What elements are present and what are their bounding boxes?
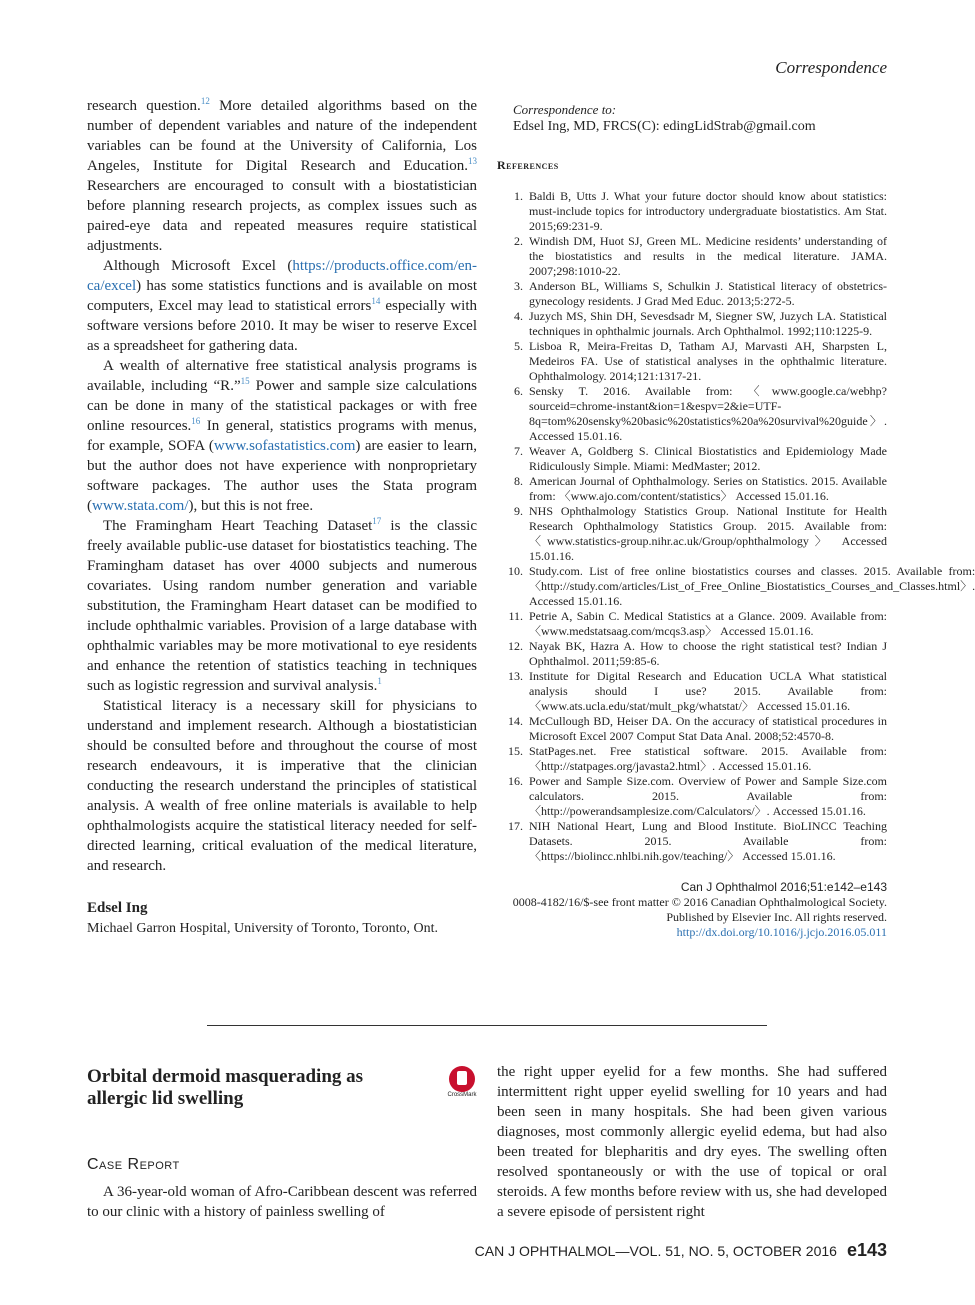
reference-number: 17. [508, 819, 523, 833]
page-footer [475, 1240, 887, 1261]
reference-number: 9. [514, 504, 523, 518]
sofa-link[interactable]: www.sofastatistics.com [213, 438, 356, 454]
reference-number: 6. [514, 384, 523, 398]
reference-text: Baldi B, Utts J. What your future doctor should know about statistics: must-include topics for introductory undergraduate biostatistics. Am Stat. 2015;69:231-9. [529, 189, 887, 233]
reference-text: McCullough BD, Heiser DA. On the accuracy of statistical procedures in Microsoft Excel 2007 Comput Stat Data Anal. 2008;52:4570-8. [529, 714, 887, 743]
case-report-heading: Case Report [87, 1156, 180, 1173]
reference-number: 14. [508, 714, 523, 728]
journal-citation: Can J Ophthalmol 2016;51:e142–e143 [680, 880, 887, 894]
citation-sup[interactable]: 17 [372, 516, 382, 526]
reference-item [497, 234, 887, 279]
reference-item [497, 639, 887, 669]
reference-number: 1. [514, 189, 523, 203]
reference-item [497, 819, 887, 864]
reference-text: NHS Ophthalmology Statistics Group. National Institute for Health Research Ophthalmology Statistics Group. 2015. Available from: 〈www.statistics-group.nihr.ac.uk/Group/ophthalmology〉 Accessed 15.01.16. [529, 504, 887, 563]
reference-number: 8. [514, 474, 523, 488]
article-title: Orbital dermoid masquerading as allergic lid swelling [87, 1066, 364, 1109]
reference-text: Lisboa R, Meira-Freitas D, Tatham AJ, Marvasti AH, Sharpsten L, Medeiros FA. Use of statistical analyses in the ophthalmic literature. Ophthalmology. 2014;121:1317-21. [529, 339, 887, 383]
publisher-line: Published by Elsevier Inc. All rights reserved. [666, 910, 887, 924]
citation-sup[interactable]: 15 [240, 376, 250, 386]
author-affiliation: Michael Garron Hospital, University of Toronto, Toronto, Ont. [87, 921, 438, 936]
reference-item [497, 189, 887, 234]
reference-text: American Journal of Ophthalmology. Series on Statistics. 2015. Available from: 〈www.ajo.com/content/statistics〉 Accessed 15.01.16. [529, 474, 887, 503]
reference-item [497, 564, 975, 609]
reference-text: Juzych MS, Shin DH, Sevesdsadr M, Siegner SW, Juzych LA. Statistical techniques in ophthalmic journals. Arch Ophthalmol. 1992;110:1225-9. [529, 309, 887, 338]
case-report-text-right: the right upper eyelid for a few months. She had suffered intermittent right upper eyelid swelling for 10 years and had been seen in many hospitals. She had been given various diagnoses, most commonly allergic eyelid edema, but had also been treated for blepharitis and dry eyes. The swelling often resolved spontaneously or with the use of topical or oral steroids. A few months before review with us, she had developed a severe episode of persistent right [497, 1064, 887, 1220]
paragraph: Although Microsoft Excel (https://products.office.com/en-ca/excel) has some statistics functions and is available on most computers, Excel may lead to statistical errors$^{14}$ especially with software versions before 2010. It may be wiser to reserve Excel as a spreadsheet for gathering data. [87, 258, 477, 354]
reference-item [497, 504, 887, 564]
section-tag: Correspondence [775, 58, 887, 77]
citation-sup[interactable]: 16 [191, 416, 201, 426]
citation-sup[interactable]: 14 [371, 296, 381, 306]
reference-number: 5. [514, 339, 523, 353]
references-list [497, 189, 975, 864]
citation-sup[interactable]: 1 [377, 676, 382, 686]
citation-block [497, 880, 887, 940]
doi-link[interactable]: http://dx.doi.org/10.1016/j.jcjo.2016.05.011 [676, 925, 887, 939]
reference-item [497, 744, 887, 774]
author-block [87, 898, 477, 938]
reference-number: 16. [508, 774, 523, 788]
correspondence-label: Correspondence to: [513, 102, 617, 117]
paragraph: A wealth of alternative free statistical analysis programs is available, including “R.”$^{15}$ Power and sample size calculations can be done in many of the statistical packages or with free online resources.$^{16}$ In general, statistics programs with menus, for example, SOFA (www.sofastatistics.com) are easier to learn, but the author does not have experience with nonproprietary software packages. The author uses the Stata program (www.stata.com/), but this is not free. [87, 358, 477, 514]
reference-text: Sensky T. 2016. Available from: 〈www.google.ca/webhp?sourceid=chrome-instant&ion=1&espv=2&ie=UTF-8q=tom%20sensky%20basic%20statistics%20a%20survival%20guide〉. Accessed 15.01.16. [529, 384, 887, 443]
left-column [87, 96, 477, 938]
crossmark-icon[interactable] [446, 1066, 478, 1098]
page-number: e143 [846, 1240, 887, 1260]
stata-link[interactable]: www.stata.com/ [92, 498, 189, 514]
reference-text: NIH National Heart, Lung and Blood Institute. BioLINCC Teaching Datasets. 2015. Available from: 〈https://biolincc.nhlbi.nih.gov/teaching/〉 Accessed 15.01.16. [529, 819, 887, 863]
reference-number: 7. [514, 444, 523, 458]
reference-text: Study.com. List of free online biostatistics courses and classes. 2015. Available from: 〈http://study.com/articles/List_of_Free_Online_Biostatistics_Courses_and_Classes.html〉. Accessed 15.01.16. [529, 564, 975, 608]
reference-item [497, 609, 887, 639]
article-divider [207, 1025, 767, 1026]
excel-link[interactable]: https://products.office.com/en-ca/excel [87, 258, 477, 294]
paragraph: The Framingham Heart Teaching Dataset$^{17}$ is the classic freely available public-use dataset for biostatistics teaching. The Framingham dataset has over 4000 subjects and numerous covariates. Using random number generation and variable substitution, the Framingham Heart dataset can be modified to include ophthalmic variables. Provision of a large database with ophthalmic variables may be more motivational to eye residents and enhance the retention of statistics teaching in techniques such as logistic regression and survival analysis.$^1$ [87, 516, 477, 694]
crossmark-label: CrossMark [447, 1092, 477, 1098]
reference-text: Weaver A, Goldberg S. Clinical Biostatistics and Epidemiology Made Ridiculously Simple. Miami: MedMaster; 2012. [529, 444, 887, 473]
reference-item [497, 384, 887, 444]
reference-text: Institute for Digital Research and Education UCLA What statistical analysis should I use? 2015. Available from: 〈www.ats.ucla.edu/stat/mult_pkg/whatstat/〉 Accessed 15.01.16. [529, 669, 887, 713]
reference-item [497, 339, 887, 384]
reference-number: 4. [514, 309, 523, 323]
paragraph: Statistical literacy is a necessary skill for physicians to understand and implement research. Although a biostatistician should be consulted before and throughout the course of most research endeavours, it is imperative that the clinician conducting the research understand the principles of statistical analysis. A wealth of free online materials is available to help ophthalmologists acquire the statistical literacy needed for self-directed learning, critical evaluation of the medical literature, and research. [87, 698, 477, 874]
paragraph: research question.$^{12}$ More detailed algorithms based on the number of dependent variables and nature of the independent variables can be found at the University of California, Los Angeles, Institute for Digital Research and Education.$^{13}$ Researchers are encouraged to consult with a biostatistician before planning research projects, as complex issues such as paired-eye data and repeated measures require statistical adjustments. [87, 96, 477, 254]
reference-text: Power and Sample Size.com. Overview of Power and Sample Size.com calculators. 2015. Available from: 〈http://powerandsamplesize.com/Calculators/〉. Accessed 15.01.16. [529, 774, 887, 818]
reference-item [497, 714, 887, 744]
author-name: Edsel Ing [87, 900, 148, 916]
reference-text: Anderson BL, Williams S, Schulkin J. Statistical literacy of obstetrics-gynecology residents. J Grad Med Educ. 2013;5:272-5. [529, 279, 887, 308]
reference-number: 12. [508, 639, 523, 653]
correspondence-value: Edsel Ing, MD, FRCS(C): edingLidStrab@gmail.com [513, 119, 816, 134]
reference-text: Nayak BK, Hazra A. How to choose the right statistical test? Indian J Ophthalmol. 2011;59:85-6. [529, 639, 887, 668]
references-heading: References [497, 158, 559, 172]
case-report-text-left: A 36-year-old woman of Afro-Caribbean descent was referred to our clinic with a history of painless swelling of [87, 1184, 477, 1220]
reference-number: 3. [514, 279, 523, 293]
reference-text: Petrie A, Sabin C. Medical Statistics at a Glance. 2009. Available from: 〈www.medstatsaag.com/mcqs3.asp〉 Accessed 15.01.16. [529, 609, 887, 638]
reference-item [497, 669, 887, 714]
citation-sup[interactable]: 12 [200, 96, 210, 106]
reference-text: StatPages.net. Free statistical software. 2015. Available from: 〈http://statpages.org/javasta2.html〉. Accessed 15.01.16. [529, 744, 887, 773]
right-column [497, 102, 975, 940]
footer-journal: CAN J OPHTHALMOL—VOL. 51, NO. 5, OCTOBER 2016 [474, 1243, 837, 1259]
citation-sup[interactable]: 13 [468, 156, 477, 166]
reference-number: 11. [508, 609, 523, 623]
reference-item [497, 444, 887, 474]
reference-item [497, 309, 887, 339]
reference-number: 10. [508, 564, 523, 578]
reference-text: Windish DM, Huot SJ, Green ML. Medicine residents’ understanding of the biostatistics and results in the medical literature. JAMA. 2007;298:1010-22. [529, 234, 887, 278]
reference-item [497, 774, 887, 819]
issn-line: 0008-4182/16/$-see front matter © 2016 Canadian Ophthalmological Society. [512, 895, 887, 909]
reference-item [497, 474, 887, 504]
reference-number: 15. [508, 744, 523, 758]
reference-item [497, 279, 887, 309]
reference-number: 2. [514, 234, 523, 248]
reference-number: 13. [508, 669, 523, 683]
